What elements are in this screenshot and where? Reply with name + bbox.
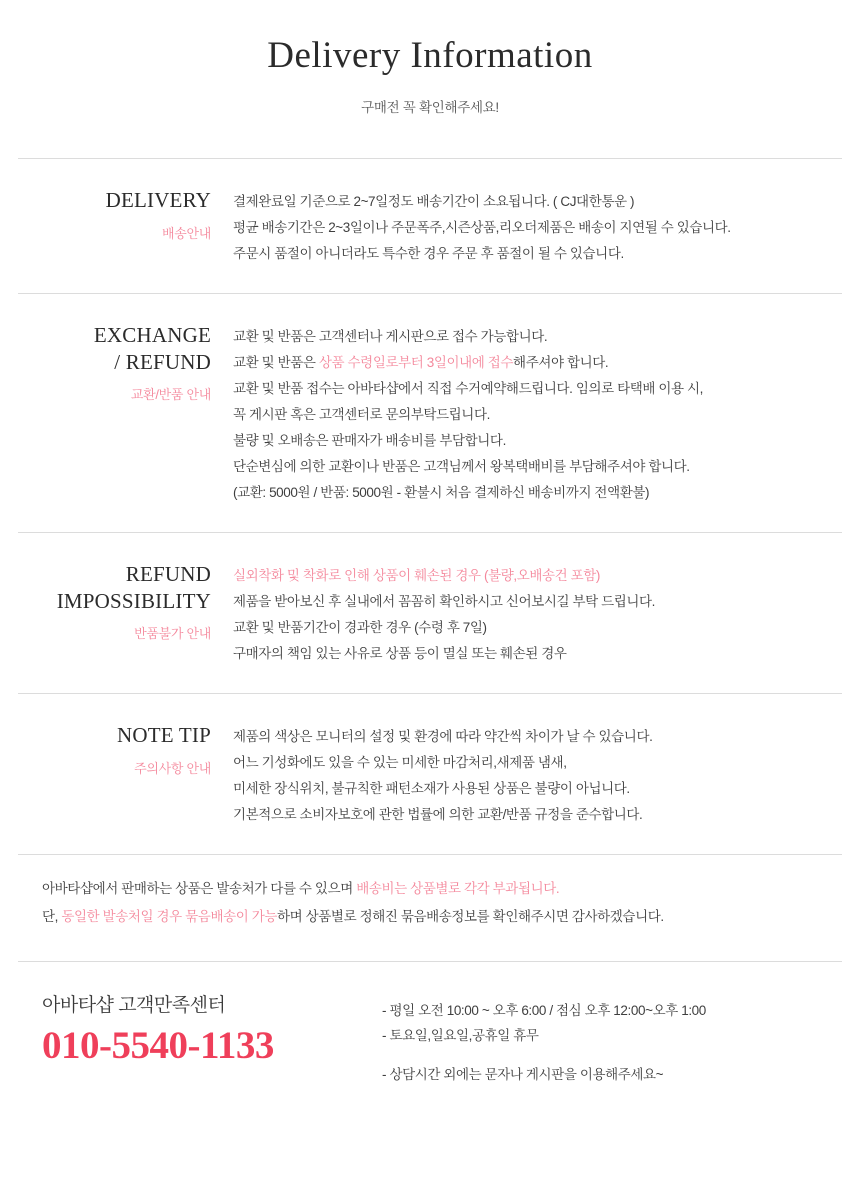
page-header — [0, 0, 860, 116]
plain-text: - 평일 오전 10:00 ~ 오후 6:00 / 점심 오후 12:00~오후 1:00 — [382, 1003, 706, 1019]
plain-text: 기본적으로 소비자보호에 관한 법률에 의한 교환/반품 규정을 준수합니다. — [233, 807, 643, 823]
highlight-text: 상품 수령일로부터 3일이내에 접수 — [318, 355, 514, 371]
section-body — [233, 720, 842, 828]
info-line — [233, 350, 842, 376]
plain-text: 하며 상품별로 정해진 묶음배송정보를 확인해주시면 감사하겠습니다. — [277, 909, 664, 925]
plain-text: 제품의 색상은 모니터의 설정 및 환경에 따라 약간씩 차이가 날 수 있습니다. — [233, 729, 653, 745]
section-label — [18, 185, 233, 241]
section-label — [18, 559, 233, 642]
info-line — [233, 641, 842, 667]
plain-text: 교환 및 반품 접수는 아바타샵에서 직접 수거예약해드립니다. 임의로 타택배 이용 시, — [233, 381, 704, 397]
section-body — [233, 559, 842, 667]
plain-text: 해주셔야 합니다. — [513, 355, 609, 371]
section-title-en: REFUND IMPOSSIBILITY — [56, 562, 211, 613]
customer-center-hours — [382, 990, 842, 1087]
customer-center-name: 아바타샵 고객만족센터 — [42, 995, 226, 1017]
plain-text: 단순변심에 의한 교환이나 반품은 고객님께서 왕복택배비를 부담해주셔야 합니다. — [233, 459, 690, 475]
plain-text: 꼭 게시판 혹은 고객센터로 문의부탁드립니다. — [233, 407, 490, 423]
plain-text: 교환 및 반품기간이 경과한 경우 (수령 후 7일) — [233, 620, 487, 636]
hours-line — [382, 1062, 842, 1087]
plain-text: 교환 및 반품은 — [233, 355, 319, 371]
info-line — [233, 724, 842, 750]
info-line — [233, 776, 842, 802]
info-line — [233, 402, 842, 428]
hours-line — [382, 1023, 842, 1048]
section-title-en: NOTE TIP — [117, 723, 211, 748]
plain-text: 단, — [42, 909, 62, 925]
plain-text: - 토요일,일요일,공휴일 휴무 — [382, 1028, 539, 1044]
plain-text: - 상담시간 외에는 문자나 게시판을 이용해주세요~ — [382, 1067, 664, 1083]
section-body — [233, 320, 842, 506]
info-section — [0, 294, 860, 532]
section-title-ko: 배송안내 — [161, 225, 211, 241]
info-line — [233, 589, 842, 615]
info-line — [42, 875, 842, 903]
info-line — [42, 903, 842, 931]
customer-center — [0, 962, 860, 1117]
highlight-text: 동일한 발송처일 경우 묶음배송이 가능 — [61, 909, 278, 925]
info-line: 실외착화 및 착화로 인해 상품이 훼손된 경우 (불량,오배송건 포함) — [233, 568, 601, 584]
customer-center-phone: 010-5540-1133 — [42, 1024, 274, 1068]
info-line — [233, 615, 842, 641]
info-sections — [0, 158, 860, 855]
plain-text: 아바타샵에서 판매하는 상품은 발송처가 다를 수 있으며 — [42, 881, 357, 897]
info-line — [233, 189, 842, 215]
info-line — [233, 215, 842, 241]
info-line — [233, 376, 842, 402]
section-title-en: DELIVERY — [105, 188, 211, 213]
info-line — [233, 750, 842, 776]
plain-text: 평균 배송기간은 2~3일이나 주문폭주,시즌상품,리오더제품은 배송이 지연될 수 있습니다. — [233, 220, 731, 236]
plain-text: 어느 기성화에도 있을 수 있는 미세한 마감처리,새제품 냄새, — [233, 755, 567, 771]
info-section — [0, 694, 860, 854]
plain-text: 주문시 품절이 아니더라도 특수한 경우 주문 후 품절이 될 수 있습니다. — [233, 246, 624, 262]
info-line — [233, 802, 842, 828]
info-line — [233, 241, 842, 267]
customer-center-left — [42, 990, 382, 1068]
plain-text: 구매자의 책임 있는 사유로 상품 등이 멸실 또는 훼손된 경우 — [233, 646, 567, 662]
plain-text: 교환 및 반품은 고객센터나 게시판으로 접수 가능합니다. — [233, 329, 548, 345]
plain-text: 결제완료일 기준으로 2~7일정도 배송기간이 소요됩니다. ( CJ대한통운 ) — [233, 194, 635, 210]
page-subtitle: 구매전 꼭 확인해주세요! — [361, 100, 499, 116]
info-line — [233, 324, 842, 350]
plain-text: 제품을 받아보신 후 실내에서 꼼꼼히 확인하시고 신어보시길 부탁 드립니다. — [233, 594, 656, 610]
section-label — [18, 720, 233, 776]
info-line — [233, 480, 842, 506]
info-line — [233, 454, 842, 480]
section-label — [18, 320, 233, 403]
plain-text: (교환: 5000원 / 반품: 5000원 - 환불시 처음 결제하신 배송비까지 전액환불) — [233, 485, 650, 501]
section-title-ko: 반품불가 안내 — [134, 625, 211, 641]
section-title-en: EXCHANGE / REFUND — [93, 323, 211, 374]
plain-text: 미세한 장식위치, 불규칙한 패턴소재가 사용된 상품은 불량이 아닙니다. — [233, 781, 630, 797]
highlight-text: 배송비는 상품별로 각각 부과됩니다. — [356, 881, 560, 897]
section-title-ko: 주의사항 안내 — [134, 760, 211, 776]
shipping-notice — [0, 855, 860, 935]
section-body — [233, 185, 842, 267]
info-section — [0, 159, 860, 293]
page-title: Delivery Information — [267, 35, 593, 76]
section-title-ko: 교환/반품 안내 — [130, 386, 211, 402]
info-line — [233, 428, 842, 454]
plain-text: 불량 및 오배송은 판매자가 배송비를 부담합니다. — [233, 433, 506, 449]
info-section — [0, 533, 860, 693]
hours-line — [382, 998, 842, 1023]
